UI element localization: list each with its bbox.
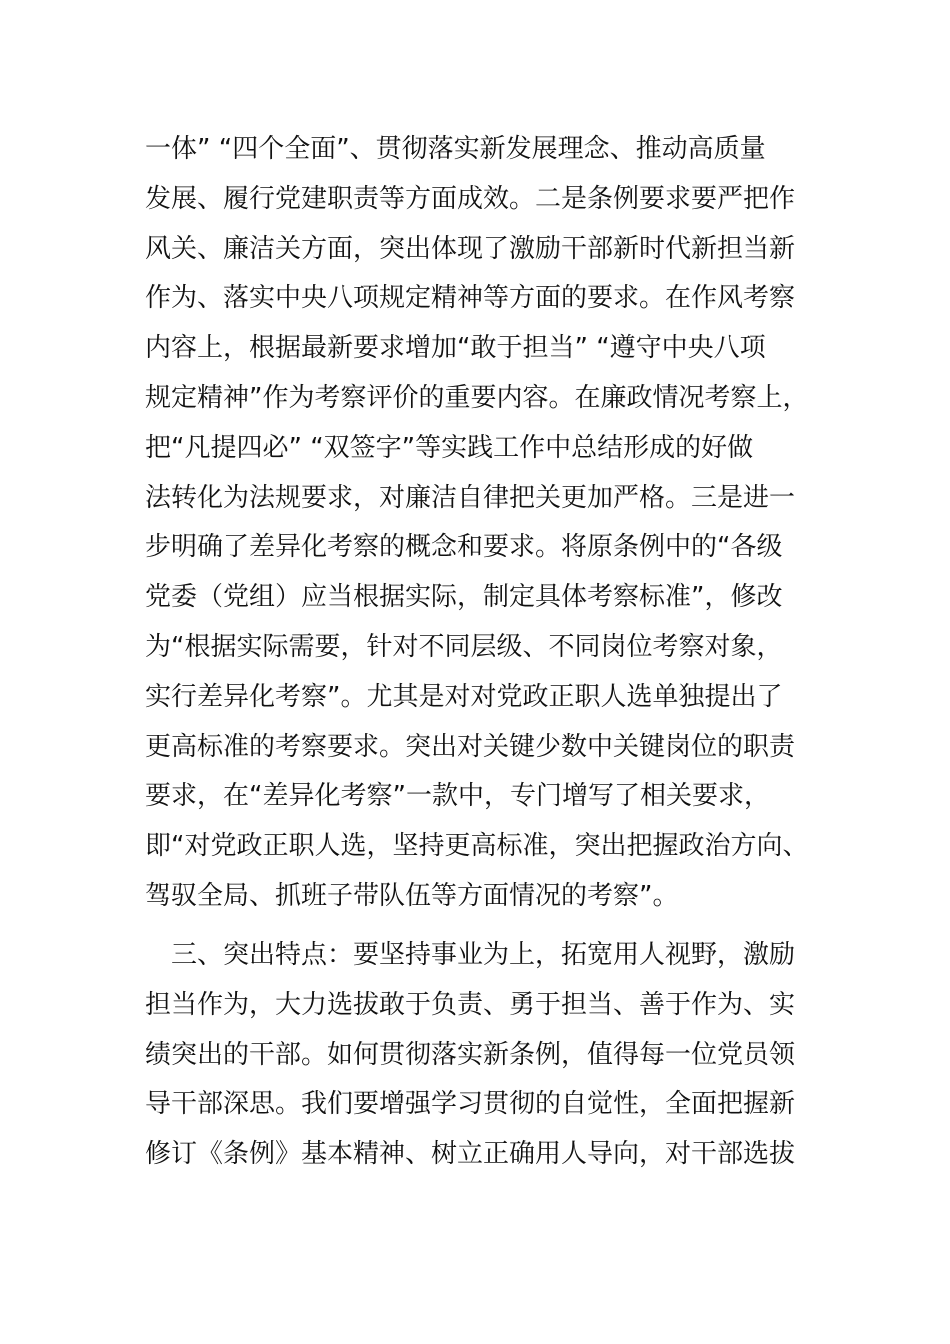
text-line-12: 实行差异化考察”。尤其是对对党政正职人选单独提出了 — [145, 682, 783, 712]
text-line-7: 把“凡提四必” “双签字”等实践工作中总结形成的好做 — [145, 433, 754, 463]
text-line-16: 驾驭全局、抓班子带队伍等方面情况的考察”。 — [145, 881, 679, 911]
text-line-9: 步明确了差异化考察的概念和要求。将原条例中的“各级 — [145, 532, 783, 562]
text-line-3: 风关、廉洁关方面，突出体现了激励干部新时代新担当新 — [145, 234, 796, 264]
text-line-13: 更高标准的考察要求。突出对关键少数中关键岗位的职责 — [145, 732, 796, 762]
text-line-20: 导干部深思。我们要增强学习贯彻的自觉性，全面把握新 — [145, 1089, 796, 1119]
text-line-15: 即“对党政正职人选，坚持更高标准，突出把握政治方向、 — [145, 831, 809, 861]
text-line-10: 党委（党组）应当根据实际，制定具体考察标准”，修改 — [145, 582, 783, 612]
section-three-paragraph — [145, 930, 805, 1190]
text-line-11: 为“根据实际需要，针对不同层级、不同岗位考察对象， — [145, 632, 783, 662]
text-line-18: 担当作为，大力选拔敢于负责、勇于担当、善于作为、实 — [145, 990, 796, 1020]
text-line-17: 三、突出特点：要坚持事业为上，拓宽用人视野，激励 — [145, 940, 796, 970]
text-line-21: 修订《条例》基本精神、树立正确用人导向，对干部选拔 — [145, 1139, 796, 1169]
body-text — [145, 124, 809, 1024]
text-line-19: 绩突出的干部。如何贯彻落实新条例，值得每一位党员领 — [145, 1040, 796, 1070]
text-line-1: 一体” “四个全面”、贯彻落实新发展理念、推动高质量 — [145, 134, 766, 164]
text-line-14: 要求，在“差异化考察”一款中，专门增写了相关要求， — [145, 781, 770, 811]
text-line-5: 内容上，根据最新要求增加“敢于担当” “遵守中央八项 — [145, 333, 766, 363]
text-line-4: 作为、落实中央八项规定精神等方面的要求。在作风考察 — [145, 283, 796, 313]
text-line-2: 发展、履行党建职责等方面成效。二是条例要求要严把作 — [145, 184, 796, 214]
text-line-8: 法转化为法规要求，对廉洁自律把关更加严格。三是进一 — [145, 483, 796, 513]
text-line-6: 规定精神”作为考察评价的重要内容。在廉政情况考察上， — [145, 383, 809, 413]
